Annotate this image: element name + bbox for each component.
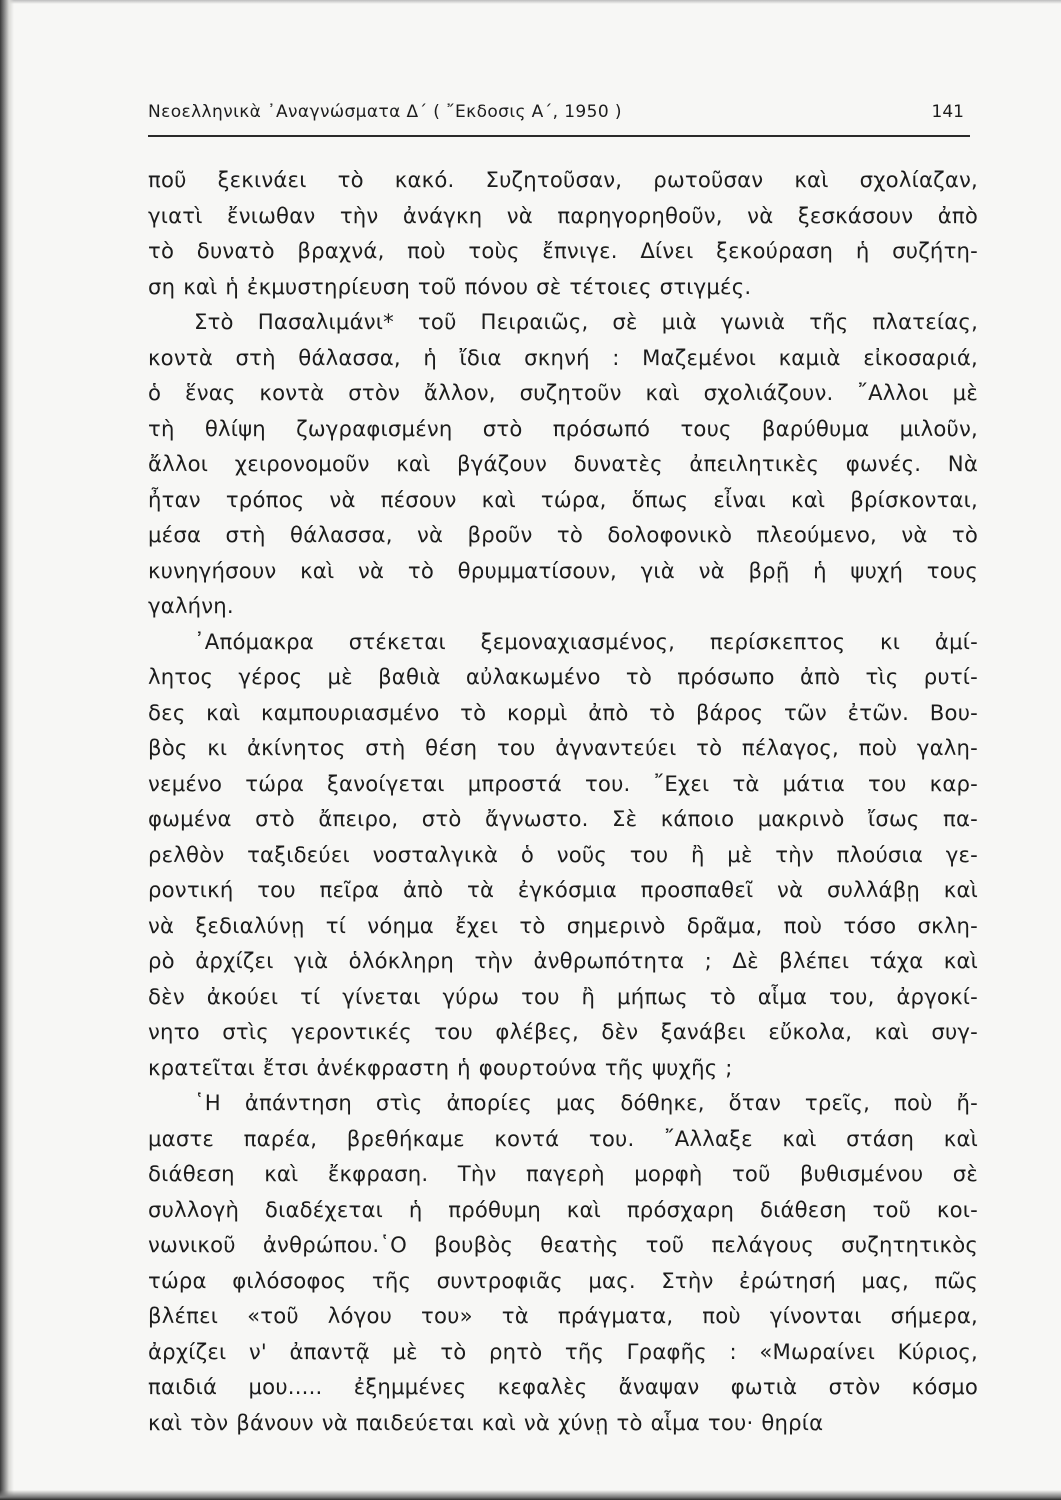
text-line: τὸ δυνατὸ βραχνά, ποὺ τοὺς ἔπνιγε. Δίνει ξεκούραση ἡ συζήτη- bbox=[148, 238, 978, 263]
paragraph bbox=[148, 624, 978, 1086]
text-line: ση καὶ ἡ ἐκμυστηρίευση τοῦ πόνου σὲ τέτοιες στιγμές. bbox=[148, 273, 752, 299]
text-line: ἦταν τρόπος νὰ πέσουν καὶ τώρα, ὅπως εἶναι καὶ βρίσκονται, bbox=[148, 486, 978, 512]
text-line: γιατὶ ἔνιωθαν τὴν ἀνάγκη νὰ παρηγορηθοῦν, νὰ ξεσκάσουν ἀπὸ bbox=[148, 202, 978, 228]
text-line: ᾿Απόμακρα στέκεται ξεμοναχιασμένος, περίσκεπτος κι ἀμί- bbox=[194, 628, 978, 654]
scan-edge-left bbox=[0, 0, 14, 1500]
text-line: συλλογὴ διαδέχεται ἡ πρόθυμη καὶ πρόσχαρη διάθεση τοῦ κοι- bbox=[148, 1196, 978, 1222]
text-line: παιδιά μου..... ἐξημμένες κεφαλὲς ἄναψαν φωτιὰ στὸν κόσμο bbox=[148, 1374, 978, 1399]
text-line: ἄλλοι χειρονομοῦν καὶ βγάζουν δυνατὲς ἀπειλητικὲς φωνές. Νὰ bbox=[148, 451, 978, 476]
scan-edge-bottom bbox=[0, 1490, 1061, 1500]
text-line: ῾Η ἀπάντηση στὶς ἀπορίες μας δόθηκε, ὅταν τρεῖς, ποὺ ἤ- bbox=[194, 1090, 978, 1115]
text-line: βλέπει «τοῦ λόγου του» τὰ πράγματα, ποὺ γίνονται σήμερα, bbox=[148, 1303, 978, 1328]
text-line: Στὸ Πασαλιμάνι* τοῦ Πειραιῶς, σὲ μιὰ γωνιὰ τῆς πλατείας, bbox=[194, 309, 978, 334]
text-line: ρὸ ἀρχίζει γιὰ ὁλόκληρη τὴν ἀνθρωπότητα ; Δὲ βλέπει τάχα καὶ bbox=[148, 948, 978, 973]
text-line: τὴ θλίψη ζωγραφισμένη στὸ πρόσωπό τους βαρύθυμα μιλοῦν, bbox=[148, 415, 978, 441]
text-line: καὶ τὸν βάνουν νὰ παιδεύεται καὶ νὰ χύνῃ τὸ αἷμα του· θηρία bbox=[148, 1409, 824, 1435]
text-line: φωμένα στὸ ἄπειρο, στὸ ἄγνωστο. Σὲ κάποιο μακρινὸ ἴσως πα- bbox=[148, 806, 978, 831]
text-line: ρελθὸν ταξιδεύει νοσταλγικὰ ὁ νοῦς του ἢ μὲ τὴν πλούσια γε- bbox=[148, 841, 978, 867]
header-rule bbox=[148, 135, 970, 137]
text-line: δες καὶ καμπουριασμένο τὸ κορμὶ ἀπὸ τὸ βάρος τῶν ἐτῶν. Βου- bbox=[148, 699, 978, 725]
text-line: νὰ ξεδιαλύνῃ τί νόημα ἔχει τὸ σημερινὸ δρᾶμα, ποὺ τόσο σκλη- bbox=[148, 912, 978, 938]
text-line: ἀρχίζει ν' ἀπαντᾷ μὲ τὸ ρητὸ τῆς Γραφῆς : «Μωραίνει Κύριος, bbox=[148, 1338, 978, 1364]
text-line: διάθεση καὶ ἔκφραση. Τὴν παγερὴ μορφὴ τοῦ βυθισμένου σὲ bbox=[148, 1161, 978, 1186]
text-line: κοντὰ στὴ θάλασσα, ἡ ἴδια σκηνή : Μαζεμένοι καμιὰ εἰκοσαριά, bbox=[148, 344, 978, 370]
text-line: νωνικοῦ ἀνθρώπου.῾Ο βουβὸς θεατὴς τοῦ πελάγους συζητητικὸς bbox=[148, 1232, 978, 1257]
running-header bbox=[148, 98, 964, 132]
text-line: ὁ ἕνας κοντὰ στὸν ἄλλον, συζητοῦν καὶ σχολιάζουν. ῎Αλλοι μὲ bbox=[148, 380, 978, 405]
paragraph bbox=[148, 162, 978, 304]
page-number: 141 bbox=[931, 102, 964, 122]
text-line: μέσα στὴ θάλασσα, νὰ βροῦν τὸ δολοφονικὸ πλεούμενο, νὰ τὸ bbox=[148, 522, 978, 547]
scan-edge-top bbox=[0, 0, 1061, 4]
text-line: ποῦ ξεκινάει τὸ κακό. Συζητοῦσαν, ρωτοῦσαν καὶ σχολίαζαν, bbox=[148, 167, 978, 192]
text-line: λητος γέρος μὲ βαθιὰ αὐλακωμένο τὸ πρόσωπο ἀπὸ τὶς ρυτί- bbox=[148, 664, 978, 689]
text-body bbox=[148, 162, 978, 1440]
text-line: νεμένο τώρα ξανοίγεται μπροστά του. ῎Εχει τὰ μάτια του καρ- bbox=[148, 770, 978, 796]
text-line: κυνηγήσουν καὶ νὰ τὸ θρυμματίσουν, γιὰ νὰ βρῇ ἡ ψυχή τους bbox=[148, 557, 978, 583]
paragraph bbox=[148, 1085, 978, 1440]
text-line: κρατεῖται ἔτσι ἀνέκφραστη ἡ φουρτούνα τῆς ψυχῆς ; bbox=[148, 1054, 733, 1080]
running-title: Νεοελληνικὰ ᾿Αναγνώσματα Δ΄ ( ῎Εκδοσις Α΄, 1950 ) bbox=[148, 102, 622, 122]
text-line: νητο στὶς γεροντικές του φλέβες, δὲν ξανάβει εὔκολα, καὶ συγ- bbox=[148, 1019, 978, 1044]
text-line: γαλήνη. bbox=[148, 593, 234, 618]
text-line: τώρα φιλόσοφος τῆς συντροφιᾶς μας. Στὴν ἐρώτησή μας, πῶς bbox=[148, 1267, 978, 1293]
text-line: μαστε παρέα, βρεθήκαμε κοντά του. ῎Αλλαξε καὶ στάση καὶ bbox=[148, 1125, 978, 1151]
text-line: βὸς κι ἀκίνητος στὴ θέση του ἀγναντεύει τὸ πέλαγος, ποὺ γαλη- bbox=[148, 735, 978, 760]
paragraph bbox=[148, 304, 978, 624]
text-line: ροντική του πεῖρα ἀπὸ τὰ ἐγκόσμια προσπαθεῖ νὰ συλλάβῃ καὶ bbox=[148, 877, 978, 902]
text-line: δὲν ἀκούει τί γίνεται γύρω του ἢ μήπως τὸ αἷμα του, ἀργοκί- bbox=[148, 983, 978, 1009]
